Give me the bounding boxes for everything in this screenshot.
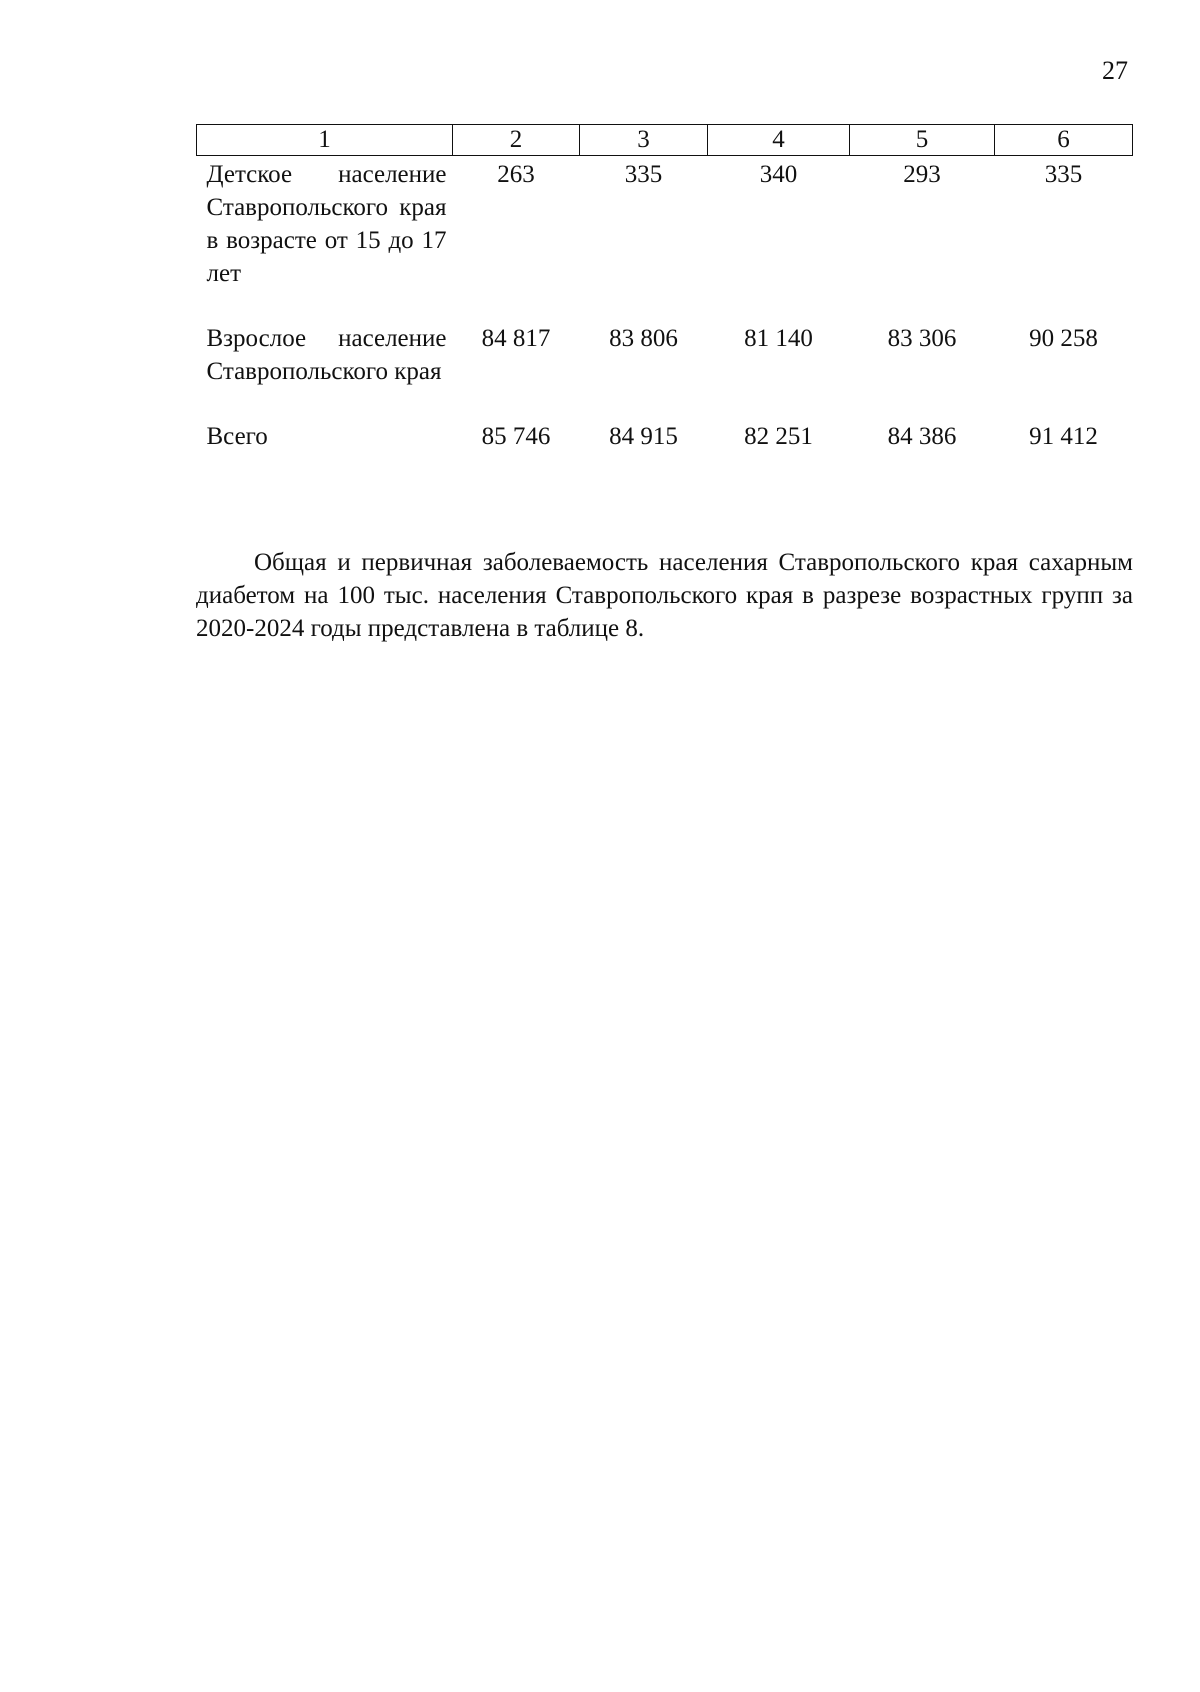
table-cell: 90 258 bbox=[1029, 325, 1098, 352]
table-row bbox=[197, 156, 1133, 321]
table-cell: 91 412 bbox=[1029, 423, 1098, 450]
table-header-row bbox=[197, 125, 1133, 156]
table-cell: 83 306 bbox=[887, 325, 957, 352]
column-header: 6 bbox=[995, 125, 1133, 156]
table-cell: 335 bbox=[624, 161, 663, 188]
table-cell: 82 251 bbox=[744, 423, 813, 450]
table-cell: 293 bbox=[903, 161, 941, 188]
page-number: 27 bbox=[1102, 56, 1128, 85]
table-cell: 85 746 bbox=[481, 423, 551, 450]
table-cell: 84 817 bbox=[481, 325, 551, 352]
column-header: 2 bbox=[453, 125, 580, 156]
data-table bbox=[196, 124, 1133, 453]
column-header: 3 bbox=[580, 125, 708, 156]
table-cell: 335 bbox=[1044, 161, 1083, 188]
table-row bbox=[197, 320, 1133, 418]
body-paragraph: Общая и первичная заболеваемость населения Ставропольского края сахарным диабетом на 100 тыс. населения Ставропольского края в разрезе возрастных групп за 2020-2024 годы представлена в таблице 8. bbox=[196, 549, 1133, 642]
table-cell: 263 bbox=[497, 161, 535, 188]
row-label: Взрослое население Ставропольского края bbox=[206, 325, 447, 385]
column-header: 1 bbox=[197, 125, 453, 156]
table-cell: 340 bbox=[759, 161, 798, 188]
column-header: 5 bbox=[850, 125, 995, 156]
table-row bbox=[197, 418, 1133, 453]
table-cell: 83 806 bbox=[609, 325, 678, 352]
table-cell: 84 915 bbox=[609, 423, 678, 450]
table-cell: 81 140 bbox=[744, 325, 813, 352]
row-label: Детское население Ставропольского края в возрасте от 15 до 17 лет bbox=[206, 161, 447, 287]
column-header: 4 bbox=[708, 125, 850, 156]
table-cell: 84 386 bbox=[887, 423, 957, 450]
row-label: Всего bbox=[206, 423, 268, 450]
